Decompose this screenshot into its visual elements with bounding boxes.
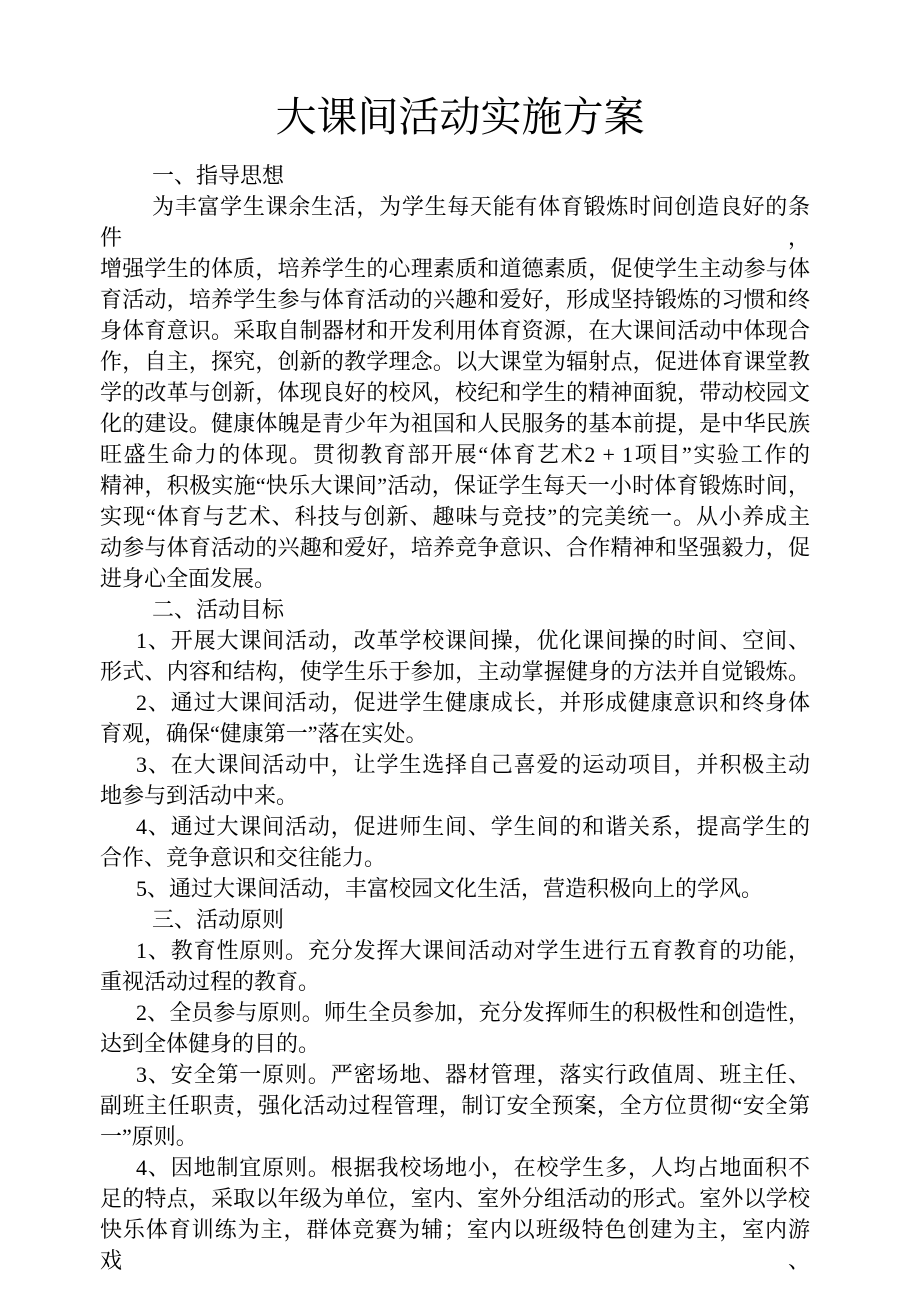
document-title: 大课间活动实施方案 — [275, 94, 645, 140]
text-line: 精神，积极实施“快乐大课间”活动，保证学生每天一小时体育锻炼时间， — [100, 473, 810, 498]
document-body — [100, 160, 810, 1276]
text-line: 足的特点，采取以年级为单位，室内、室外分组活动的形式。室外以学校 — [100, 1186, 810, 1211]
text-line: 2、全员参与原则。师生全员参加，充分发挥师生的积极性和创造性， — [136, 1000, 810, 1025]
text-line: 动参与体育活动的兴趣和爱好，培养竞争意识、合作精神和坚强毅力，促 — [100, 535, 810, 560]
text-line: 旺盛生命力的体现。贯彻教育部开展“体育艺术2 + 1项目”实验工作的 — [100, 442, 810, 467]
text-line: 化的建设。健康体魄是青少年为祖国和人民服务的基本前提，是中华民族 — [100, 411, 810, 436]
text-line: 实现“体育与艺术、科技与创新、趣味与竞技”的完美统一。从小养成主 — [100, 504, 810, 529]
text-line: 作，自主，探究，创新的教学理念。以大课堂为辐射点，促进体育课堂教 — [100, 349, 810, 374]
text-line: 5、通过大课间活动，丰富校园文化生活，营造积极向上的学风。 — [136, 876, 764, 901]
text-line: 1、教育性原则。充分发挥大课间活动对学生进行五育教育的功能， — [136, 938, 810, 963]
text-line: 形式、内容和结构，使学生乐于参加，主动掌握健身的方法并自觉锻炼。 — [100, 659, 810, 684]
text-line: 重视活动过程的教育。 — [100, 969, 321, 994]
text-line: 育观，确保“健康第一”落在实处。 — [100, 721, 428, 746]
text-line: 地参与到活动中来。 — [100, 783, 299, 808]
text-line: 达到全体健身的目的。 — [100, 1031, 321, 1056]
section-heading: 一、指导思想 — [152, 163, 285, 188]
text-line: 副班主任职责，强化活动过程管理，制订安全预案，全方位贯彻“安全第 — [100, 1093, 810, 1118]
text-line: 4、因地制宜原则。根据我校场地小，在校学生多，人均占地面积不 — [136, 1155, 810, 1180]
text-line: 1、开展大课间活动，改革学校课间操，优化课间操的时间、空间、 — [136, 628, 810, 653]
text-line: 为丰富学生课余生活，为学生每天能有体育锻炼时间创造良好的条件， — [100, 194, 810, 250]
text-line: 进身心全面发展。 — [100, 566, 277, 591]
text-line: 3、安全第一原则。严密场地、器材管理，落实行政值周、班主任、 — [136, 1062, 810, 1087]
section-heading: 三、活动原则 — [152, 907, 285, 932]
section-heading: 二、活动目标 — [152, 597, 285, 622]
text-line: 身体育意识。采取自制器材和开发利用体育资源，在大课间活动中体现合 — [100, 318, 810, 343]
text-line: 3、在大课间活动中，让学生选择自己喜爱的运动项目，并积极主动 — [136, 752, 810, 777]
text-line: 育活动，培养学生参与体育活动的兴趣和爱好，形成坚持锻炼的习惯和终 — [100, 287, 810, 312]
text-line: 学的改革与创新，体现良好的校风，校纪和学生的精神面貌，带动校园文 — [100, 380, 810, 405]
text-line: 增强学生的体质，培养学生的心理素质和道德素质，促使学生主动参与体 — [100, 256, 810, 281]
text-line: 一”原则。 — [100, 1124, 198, 1149]
text-line: 快乐体育训练为主，群体竞赛为辅；室内以班级特色创建为主，室内游戏、 — [100, 1217, 810, 1273]
text-line: 合作、竞争意识和交往能力。 — [100, 845, 387, 870]
text-line: 2、通过大课间活动，促进学生健康成长，并形成健康意识和终身体 — [136, 690, 810, 715]
text-line: 4、通过大课间活动，促进师生间、学生间的和谐关系，提高学生的 — [136, 814, 810, 839]
